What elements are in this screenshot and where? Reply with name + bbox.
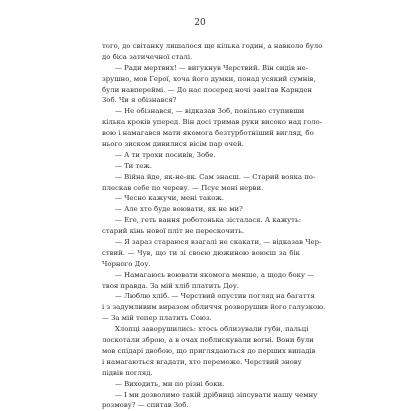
text-line: — Ти теж. [115,161,152,170]
text-line: — Війна йде, як-не-як. Сам знаєш. — Старий вояка по- [115,172,316,181]
text-line: — Чесно кажучи, мені також. [115,194,224,203]
text-line: мов спідарі двобою, що приглядаються до перших випадів [102,346,316,355]
text-line: — Я зараз стараюся взагалі не скакати, — відказав Чер- [115,238,322,247]
text-line: ствий. — Чув, що ти зі своєю дюжиною воюєш за бік [102,248,300,257]
text-line: Хлопці заворушились: хтось облизували губи, пальці [115,325,309,334]
text-line: і намагаються вгадати, хто переможе. Черствий знову [102,357,302,366]
text-line: і з задумливим виразом обличчя розворушив його галузкою. [102,303,326,312]
text-line: — Намагаюсь воювати якомога менше, а щодо боку — [115,270,315,279]
text-line: Чорного Доу. [102,259,151,268]
text-line: лоскотали зброю, а в очах поблискували вогні. Вони були [102,336,314,345]
text-line: — Ради мертвих! — вигукнув Черствий. Він сидів не- [115,63,309,72]
body-text [102,41,326,411]
text-line: — Але хто буде воювати, як не ми? [115,205,243,214]
text-line: — А ти трохи посивів, Зобе. [115,150,216,159]
text-line: плескав себе по череву. — Псує мені нерви. [102,183,264,192]
text-line: — За мій тепер платить Союз. [102,314,212,323]
text-line: підвів погляд. [102,368,153,377]
text-line: Зоб. Чи я обізнався? [102,96,177,105]
text-line: до біса затичечної сталі. [102,52,193,61]
text-line: зрушно, мов Герої, хоча його думки, понад усякий сумнів, [102,74,316,83]
text-line: були навпереймі. — До нас посеред ночі завітав Карнден [102,85,312,94]
text-line: нього зиском дивилися вісім пар очей. [102,140,244,149]
text-line: твоя правда. За мій хліб платить Доу. [102,281,240,290]
page-number: 20 [194,18,206,28]
text-line: — Не обізнався, — відказав Зоб, повільно ступивши [115,107,305,116]
text-line: вою і намагався мати якомога безтурботніший вигляд, бо [102,129,314,138]
text-line: — Еге, геть вання роботонька зісталася. А кажуть: [115,216,302,225]
text-line: — Виходить, ми по різні боки. [115,379,225,388]
text-line: старий кінь нової пліт не перескочить. [102,227,245,236]
text-line: того, до світанку лишалося ще кілька годин, а навколо було [102,42,323,50]
text-line: розмову? — спитав Зоб. [102,401,189,410]
text-line: — Люблю хліб. — Черствий опустив погляд на багаття [115,292,315,301]
text-line: кілька кроків уперед. Він досі тримав руки високо над голо- [102,118,323,127]
text-line: — І ми дозволимо такій дрібниці зіпсувати нашу чемну [115,390,318,399]
